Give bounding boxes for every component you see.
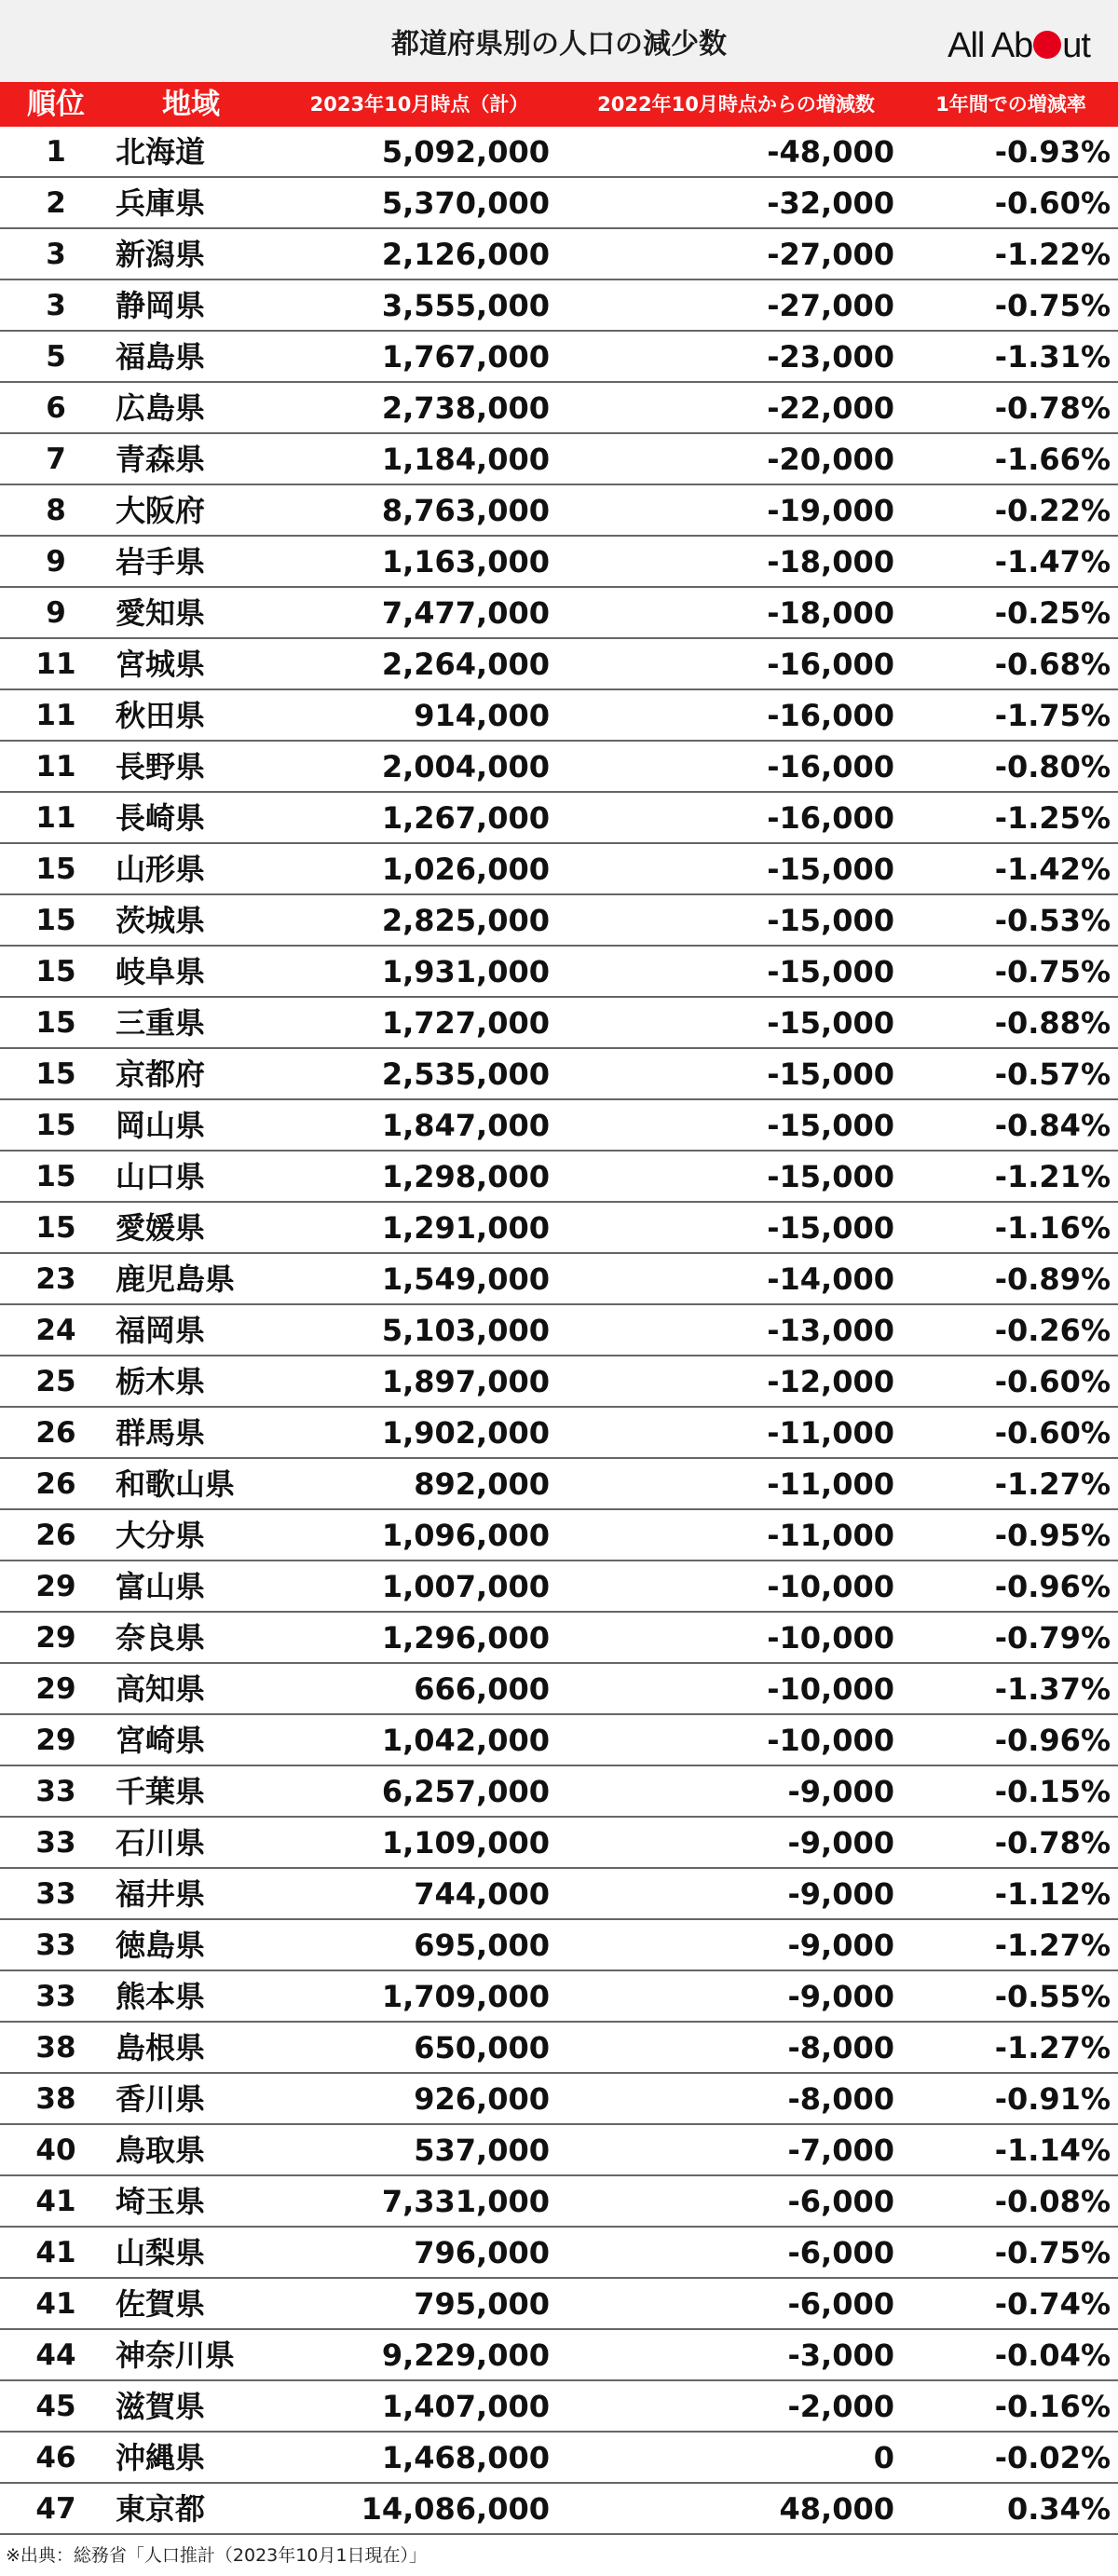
cell-rate: -1.42%	[994, 852, 1111, 887]
cell-rate: -0.60%	[994, 1415, 1111, 1451]
cell-change: -8,000	[787, 2030, 894, 2065]
cell-population: 1,267,000	[381, 800, 550, 836]
table-row	[0, 1664, 1118, 1715]
cell-rate: -0.95%	[994, 1518, 1111, 1553]
cell-rank: 26	[35, 1467, 76, 1501]
cell-population: 2,126,000	[381, 237, 550, 272]
table-row	[0, 844, 1118, 895]
cell-rate: -1.12%	[994, 1876, 1111, 1912]
cell-region: 沖縄県	[116, 2440, 206, 2475]
cell-region: 山口県	[116, 1159, 206, 1194]
cell-population: 1,709,000	[381, 1979, 550, 2014]
cell-rate: -0.75%	[994, 288, 1111, 323]
table-row	[0, 998, 1118, 1049]
cell-population: 6,257,000	[381, 1774, 550, 1809]
table-row	[0, 434, 1118, 485]
table-row	[0, 1152, 1118, 1203]
cell-population: 2,738,000	[381, 390, 550, 426]
logo-red-dot-icon	[1033, 31, 1061, 59]
cell-rate: -1.14%	[994, 2133, 1111, 2168]
table-row	[0, 947, 1118, 998]
cell-change: -16,000	[767, 749, 894, 784]
cell-population: 1,042,000	[381, 1723, 550, 1758]
cell-change: -9,000	[787, 1928, 894, 1963]
cell-rank: 46	[35, 2441, 76, 2474]
cell-change: -14,000	[767, 1261, 894, 1297]
cell-population: 796,000	[414, 2235, 550, 2270]
table-header-row	[0, 82, 1118, 127]
table-row	[0, 1920, 1118, 1971]
table-row	[0, 1356, 1118, 1408]
cell-rank: 33	[35, 1775, 76, 1808]
table-row	[0, 2074, 1118, 2125]
cell-change: -6,000	[787, 2286, 894, 2322]
cell-region: 三重県	[116, 1005, 206, 1041]
table-row	[0, 639, 1118, 690]
cell-change: -19,000	[767, 493, 894, 528]
cell-rank: 29	[35, 1570, 76, 1603]
cell-rank: 25	[35, 1365, 76, 1398]
cell-rank: 5	[46, 340, 66, 374]
table-row	[0, 127, 1118, 178]
cell-change: -16,000	[767, 698, 894, 733]
cell-region: 長崎県	[116, 800, 206, 836]
cell-population: 2,264,000	[381, 647, 550, 682]
cell-population: 2,825,000	[381, 903, 550, 938]
cell-rank: 33	[35, 1929, 76, 1962]
cell-change: -15,000	[767, 903, 894, 938]
cell-rank: 44	[35, 2338, 76, 2372]
cell-change: -6,000	[787, 2235, 894, 2270]
cell-region: 滋賀県	[116, 2389, 206, 2424]
header-change-since-2022: 2022年10月時点からの増減数	[597, 93, 875, 116]
table-row	[0, 1049, 1118, 1100]
table-row	[0, 2228, 1118, 2279]
cell-rate: -0.55%	[994, 1979, 1111, 2014]
cell-rank: 33	[35, 1980, 76, 2013]
table-row	[0, 1203, 1118, 1254]
cell-region: 兵庫県	[116, 185, 206, 221]
cell-region: 群馬県	[116, 1415, 206, 1451]
cell-change: -16,000	[767, 647, 894, 682]
table-row	[0, 1613, 1118, 1664]
table-row	[0, 383, 1118, 434]
cell-rate: -0.60%	[994, 1364, 1111, 1399]
cell-rank: 11	[35, 801, 76, 835]
cell-rank: 41	[35, 2287, 76, 2321]
cell-region: 埼玉県	[116, 2184, 206, 2219]
cell-rank: 15	[35, 1211, 76, 1245]
cell-change: -15,000	[767, 954, 894, 989]
cell-rank: 26	[35, 1519, 76, 1552]
cell-region: 奈良県	[116, 1620, 206, 1656]
cell-region: 岩手県	[116, 544, 206, 579]
cell-population: 7,477,000	[381, 595, 550, 631]
cell-region: 大分県	[116, 1518, 206, 1553]
cell-rank: 3	[46, 289, 66, 322]
cell-population: 695,000	[414, 1928, 550, 1963]
cell-population: 1,931,000	[381, 954, 550, 989]
table-row	[0, 793, 1118, 844]
cell-region: 高知県	[116, 1671, 206, 1707]
cell-rate: -0.75%	[994, 2235, 1111, 2270]
cell-change: -10,000	[767, 1723, 894, 1758]
source-footnote: ※出典：総務省「人口推計（2023年10月1日現在）」	[6, 2545, 428, 2566]
cell-rank: 15	[35, 904, 76, 937]
cell-region: 北海道	[116, 134, 206, 170]
table-row	[0, 1408, 1118, 1459]
cell-rate: -1.21%	[994, 1159, 1111, 1194]
logo-text-end: ut	[1062, 26, 1090, 65]
cell-rate: -0.22%	[994, 493, 1111, 528]
cell-rate: -0.26%	[994, 1313, 1111, 1348]
cell-rank: 6	[46, 391, 66, 425]
cell-population: 1,727,000	[381, 1005, 550, 1041]
table-row	[0, 2279, 1118, 2330]
cell-population: 14,086,000	[361, 2491, 550, 2527]
cell-region: 岐阜県	[116, 954, 206, 989]
cell-population: 1,549,000	[381, 1261, 550, 1297]
cell-region: 神奈川県	[116, 2337, 236, 2373]
cell-rank: 41	[35, 2185, 76, 2218]
table-row	[0, 1766, 1118, 1818]
cell-population: 650,000	[414, 2030, 550, 2065]
cell-change: -8,000	[787, 2081, 894, 2117]
cell-region: 秋田県	[116, 698, 206, 733]
cell-rank: 38	[35, 2031, 76, 2065]
cell-region: 福岡県	[116, 1313, 206, 1348]
cell-population: 1,298,000	[381, 1159, 550, 1194]
table-row	[0, 2381, 1118, 2433]
cell-rate: -0.74%	[994, 2286, 1111, 2322]
cell-population: 5,092,000	[381, 134, 550, 170]
table-row	[0, 895, 1118, 947]
cell-rate: -0.53%	[994, 903, 1111, 938]
cell-rate: -0.96%	[994, 1569, 1111, 1604]
cell-region: 山形県	[116, 852, 206, 887]
cell-change: -15,000	[767, 1056, 894, 1092]
cell-rank: 23	[35, 1262, 76, 1296]
table-row	[0, 2176, 1118, 2228]
cell-rank: 47	[35, 2492, 76, 2526]
cell-change: -27,000	[767, 288, 894, 323]
cell-rank: 29	[35, 1621, 76, 1655]
cell-change: -10,000	[767, 1671, 894, 1707]
cell-change: -15,000	[767, 1159, 894, 1194]
cell-change: -12,000	[767, 1364, 894, 1399]
cell-rate: -0.78%	[994, 390, 1111, 426]
cell-rank: 40	[35, 2133, 76, 2167]
cell-rate: -0.57%	[994, 1056, 1111, 1092]
cell-rank: 41	[35, 2236, 76, 2269]
table-row	[0, 2125, 1118, 2176]
cell-region: 福島県	[116, 339, 206, 375]
cell-change: 0	[873, 2440, 894, 2475]
cell-rank: 9	[46, 596, 66, 630]
cell-rate: -1.27%	[994, 1466, 1111, 1502]
cell-region: 新潟県	[116, 237, 206, 272]
cell-population: 795,000	[414, 2286, 550, 2322]
cell-rate: -1.66%	[994, 442, 1111, 477]
cell-rate: -1.75%	[994, 698, 1111, 733]
cell-change: -11,000	[767, 1518, 894, 1553]
cell-change: -18,000	[767, 544, 894, 579]
cell-population: 1,897,000	[381, 1364, 550, 1399]
cell-rank: 11	[35, 699, 76, 732]
cell-region: 島根県	[116, 2030, 206, 2065]
cell-rate: -0.80%	[994, 749, 1111, 784]
cell-change: -16,000	[767, 800, 894, 836]
cell-population: 744,000	[414, 1876, 550, 1912]
cell-rank: 2	[46, 186, 66, 220]
table-row	[0, 2330, 1118, 2381]
cell-population: 3,555,000	[381, 288, 550, 323]
cell-rank: 15	[35, 1160, 76, 1193]
cell-rank: 15	[35, 852, 76, 886]
cell-rate: -1.37%	[994, 1671, 1111, 1707]
cell-rank: 24	[35, 1314, 76, 1347]
table-row	[0, 2023, 1118, 2074]
table-row	[0, 690, 1118, 742]
cell-region: 宮崎県	[116, 1723, 206, 1758]
cell-region: 香川県	[116, 2081, 206, 2117]
cell-rank: 33	[35, 1826, 76, 1860]
table-row	[0, 537, 1118, 588]
cell-population: 2,535,000	[381, 1056, 550, 1092]
cell-region: 千葉県	[116, 1774, 206, 1809]
cell-region: 山梨県	[116, 2235, 206, 2270]
cell-population: 8,763,000	[381, 493, 550, 528]
cell-region: 熊本県	[116, 1979, 206, 2014]
cell-rate: -0.75%	[994, 954, 1111, 989]
table-row	[0, 1818, 1118, 1869]
table-row	[0, 742, 1118, 793]
cell-rate: -1.27%	[994, 1928, 1111, 1963]
table-row	[0, 1561, 1118, 1613]
cell-rate: 0.34%	[1006, 2491, 1111, 2527]
cell-region: 広島県	[116, 390, 206, 426]
cell-change: -15,000	[767, 852, 894, 887]
cell-region: 東京都	[116, 2491, 206, 2527]
table-row	[0, 1869, 1118, 1920]
cell-region: 鹿児島県	[116, 1261, 236, 1297]
cell-change: -15,000	[767, 1108, 894, 1143]
cell-change: 48,000	[779, 2491, 894, 2527]
cell-rank: 11	[35, 647, 76, 681]
cell-region: 富山県	[116, 1569, 206, 1604]
cell-rate: -0.91%	[994, 2081, 1111, 2117]
cell-population: 1,163,000	[381, 544, 550, 579]
cell-change: -15,000	[767, 1210, 894, 1246]
cell-population: 1,468,000	[381, 2440, 550, 2475]
cell-rate: -0.68%	[994, 647, 1111, 682]
cell-rate: -0.89%	[994, 1261, 1111, 1297]
all-about-logo	[948, 24, 1090, 67]
cell-population: 1,109,000	[381, 1825, 550, 1860]
cell-population: 5,370,000	[381, 185, 550, 221]
cell-region: 鳥取県	[116, 2133, 206, 2168]
cell-population: 914,000	[414, 698, 550, 733]
cell-population: 1,007,000	[381, 1569, 550, 1604]
cell-population: 537,000	[414, 2133, 550, 2168]
table-row	[0, 280, 1118, 332]
cell-rate: -0.84%	[994, 1108, 1111, 1143]
table-row	[0, 588, 1118, 639]
cell-region: 長野県	[116, 749, 206, 784]
cell-rate: -0.96%	[994, 1723, 1111, 1758]
cell-rank: 15	[35, 1057, 76, 1091]
table-row	[0, 1254, 1118, 1305]
cell-rank: 15	[35, 1109, 76, 1142]
cell-rate: -0.78%	[994, 1825, 1111, 1860]
cell-region: 和歌山県	[116, 1466, 236, 1502]
cell-population: 1,902,000	[381, 1415, 550, 1451]
cell-change: -10,000	[767, 1569, 894, 1604]
cell-population: 2,004,000	[381, 749, 550, 784]
table-row	[0, 229, 1118, 280]
cell-region: 静岡県	[116, 288, 206, 323]
cell-population: 1,184,000	[381, 442, 550, 477]
table-row	[0, 178, 1118, 229]
cell-rank: 7	[46, 443, 66, 476]
cell-change: -27,000	[767, 237, 894, 272]
cell-population: 1,291,000	[381, 1210, 550, 1246]
cell-region: 佐賀県	[116, 2286, 206, 2322]
table-row	[0, 2433, 1118, 2484]
title-bar	[0, 0, 1118, 82]
cell-change: -9,000	[787, 1774, 894, 1809]
cell-region: 福井県	[116, 1876, 206, 1912]
cell-change: -6,000	[787, 2184, 894, 2219]
cell-rate: -0.79%	[994, 1620, 1111, 1656]
cell-change: -18,000	[767, 595, 894, 631]
cell-region: 宮城県	[116, 647, 206, 682]
table-row	[0, 2484, 1118, 2535]
cell-population: 1,296,000	[381, 1620, 550, 1656]
cell-population: 1,407,000	[381, 2389, 550, 2424]
cell-rank: 38	[35, 2082, 76, 2116]
table-row	[0, 485, 1118, 537]
cell-rank: 8	[46, 494, 66, 527]
cell-change: -22,000	[767, 390, 894, 426]
cell-rate: -0.15%	[994, 1774, 1111, 1809]
cell-rate: -0.60%	[994, 185, 1111, 221]
cell-region: 茨城県	[116, 903, 206, 938]
cell-rank: 11	[35, 750, 76, 784]
cell-change: -9,000	[787, 1876, 894, 1912]
cell-region: 石川県	[116, 1825, 206, 1860]
cell-rank: 3	[46, 238, 66, 271]
cell-region: 青森県	[116, 442, 206, 477]
cell-rate: -0.08%	[994, 2184, 1111, 2219]
cell-change: -20,000	[767, 442, 894, 477]
cell-region: 栃木県	[116, 1364, 206, 1399]
table-row	[0, 1715, 1118, 1766]
header-annual-rate: 1年間での増減率	[935, 93, 1086, 116]
population-table	[0, 82, 1118, 2534]
cell-rate: -1.47%	[994, 544, 1111, 579]
cell-population: 7,331,000	[381, 2184, 550, 2219]
cell-rank: 29	[35, 1672, 76, 1706]
cell-rank: 15	[35, 1006, 76, 1040]
cell-rate: -0.93%	[994, 134, 1111, 170]
table-body	[0, 127, 1118, 2535]
cell-rank: 45	[35, 2390, 76, 2423]
cell-rate: -1.31%	[994, 339, 1111, 375]
cell-population: 1,096,000	[381, 1518, 550, 1553]
cell-rate: -1.22%	[994, 237, 1111, 272]
cell-rank: 33	[35, 1877, 76, 1911]
cell-population: 666,000	[414, 1671, 550, 1707]
cell-rate: -0.16%	[994, 2389, 1111, 2424]
cell-rate: -1.16%	[994, 1210, 1111, 1246]
cell-region: 京都府	[116, 1056, 206, 1092]
cell-change: -13,000	[767, 1313, 894, 1348]
cell-population: 926,000	[414, 2081, 550, 2117]
cell-rate: -1.25%	[994, 800, 1111, 836]
cell-population: 1,847,000	[381, 1108, 550, 1143]
cell-population: 1,767,000	[381, 339, 550, 375]
cell-change: -48,000	[767, 134, 894, 170]
cell-region: 徳島県	[116, 1928, 206, 1963]
table-row	[0, 1510, 1118, 1561]
table-row	[0, 1971, 1118, 2023]
header-rank: 順位	[27, 88, 85, 121]
cell-region: 愛媛県	[116, 1210, 206, 1246]
cell-rank: 29	[35, 1724, 76, 1757]
cell-change: -32,000	[767, 185, 894, 221]
cell-change: -3,000	[787, 2337, 894, 2373]
cell-rate: -1.27%	[994, 2030, 1111, 2065]
logo-text-start: All Ab	[948, 26, 1033, 65]
cell-change: -10,000	[767, 1620, 894, 1656]
cell-rate: -0.88%	[994, 1005, 1111, 1041]
page-title: 都道府県別の人口の減少数	[391, 28, 727, 61]
cell-rate: -0.04%	[994, 2337, 1111, 2373]
cell-region: 岡山県	[116, 1108, 206, 1143]
cell-rank: 26	[35, 1416, 76, 1450]
cell-change: -11,000	[767, 1415, 894, 1451]
cell-rank: 9	[46, 545, 66, 579]
cell-change: -23,000	[767, 339, 894, 375]
table-row	[0, 1305, 1118, 1356]
table-row	[0, 1459, 1118, 1510]
cell-region: 愛知県	[116, 595, 206, 631]
cell-region: 大阪府	[116, 493, 206, 528]
cell-rate: -0.25%	[994, 595, 1111, 631]
table-row	[0, 332, 1118, 383]
cell-rank: 1	[46, 135, 66, 169]
cell-change: -7,000	[787, 2133, 894, 2168]
table-row	[0, 1100, 1118, 1152]
cell-rate: -0.02%	[994, 2440, 1111, 2475]
header-region: 地域	[162, 88, 220, 121]
cell-population: 892,000	[414, 1466, 550, 1502]
cell-change: -2,000	[787, 2389, 894, 2424]
cell-change: -9,000	[787, 1825, 894, 1860]
cell-rank: 15	[35, 955, 76, 988]
cell-change: -11,000	[767, 1466, 894, 1502]
cell-change: -15,000	[767, 1005, 894, 1041]
cell-population: 5,103,000	[381, 1313, 550, 1348]
cell-population: 9,229,000	[381, 2337, 550, 2373]
cell-change: -9,000	[787, 1979, 894, 2014]
header-population-2023: 2023年10月時点（計）	[309, 93, 529, 116]
cell-population: 1,026,000	[381, 852, 550, 887]
